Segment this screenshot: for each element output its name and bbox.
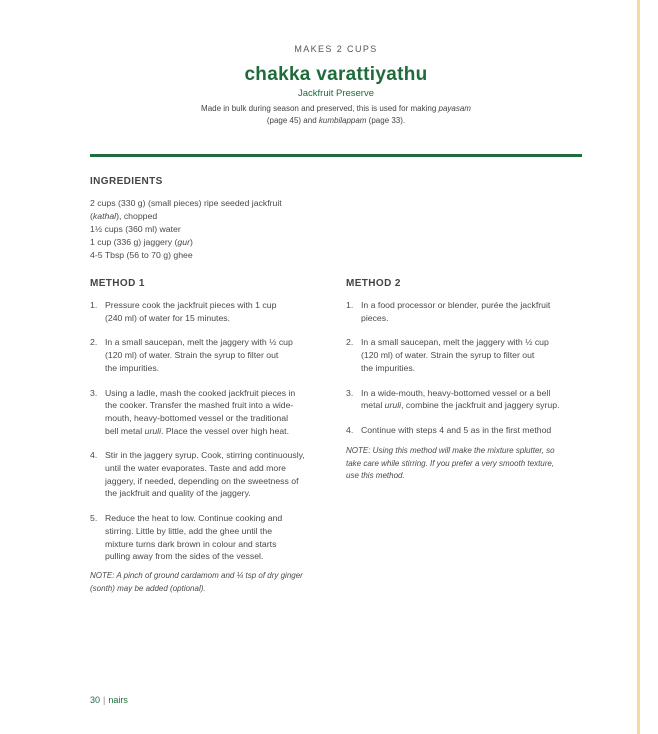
step-line: In a small saucepan, melt the jaggery with ½ cup [105,337,293,348]
step-line: Using a ladle, mash the cooked jackfruit pieces in [105,387,296,398]
ingredient-line: 1½ cups (360 ml) water [90,224,181,234]
book-title: nairs [108,695,128,705]
step-number: 3. [90,387,98,398]
step-line: bell metal uruli. Place the vessel over high heat. [105,425,290,436]
method2-steps [346,299,582,449]
ingredient-line: 4-5 Tbsp (56 to 70 g) ghee [90,250,193,260]
method-step [90,299,340,324]
step-line: the impurities. [105,362,160,373]
step-line: the cooker. Transfer the mashed fruit into a wide- [105,400,294,411]
step-line: the impurities. [361,362,416,373]
method2-note [346,445,582,483]
step-line: Stir in the jaggery syrup. Cook, stirring continuously, [105,450,305,461]
method1-steps [90,299,340,575]
method-step [90,449,340,500]
step-number: 4. [346,424,354,435]
note-line: (sonth) may be added (optional). [90,583,206,593]
step-line: stirring. Little by little, add the ghee until the [105,525,273,536]
ingredient-line: (kathal), chopped [90,211,158,221]
step-line: metal uruli, combine the jackfruit and jaggery syrup. [361,400,560,411]
method1-note [90,570,350,595]
step-line: In a food processor or blender, purée the jackfruit [361,300,551,310]
method-step [346,424,582,437]
ingredient-line: 1 cup (336 g) jaggery (gur) [90,237,193,247]
intro-line: (page 45) and kumbilappam (page 33). [266,115,406,125]
ingredients-list [90,197,330,262]
step-number: 1. [90,300,98,310]
note-line: use this method. [346,471,405,480]
method-step [90,512,340,563]
step-line: pulling away from the sides of the vessel. [105,551,264,562]
recipe-intro [90,103,582,126]
recipe-subtitle: Jackfruit Preserve [297,88,375,99]
recipe-title: chakka varattiyathu [244,64,428,85]
step-number: 4. [90,450,98,461]
page-number: 30 [90,695,101,705]
method-step [346,336,582,374]
step-line: Reduce the heat to low. Continue cooking and [105,513,283,524]
note-line: take care while stirring. If you prefer a very smooth texture, [346,458,555,468]
note-line: NOTE: Using this method will make the mixture splutter, so [346,446,555,455]
footer-separator: | [103,695,106,705]
step-line: Pressure cook the jackfruit pieces with 1 cup [105,300,277,310]
section-divider [90,154,582,157]
step-number: 3. [346,387,354,398]
method-step [90,387,340,438]
method2-heading: METHOD 2 [346,278,401,289]
method-step [346,299,582,324]
step-line: pieces. [361,312,389,323]
step-number: 1. [346,300,354,310]
step-line: (240 ml) of water for 15 minutes. [105,312,231,323]
page-footer [90,695,128,705]
step-line: In a small saucepan, melt the jaggery with ½ cup [361,337,549,348]
step-line: jaggery, if needed, depending on the sweetness of [105,475,299,486]
page-edge-bar [637,0,640,734]
step-line: In a wide-mouth, heavy-bottomed vessel or a bell [361,387,551,398]
step-line: mixture turns dark brown in colour and starts [105,538,277,549]
method1-heading: METHOD 1 [90,278,145,289]
step-number: 2. [90,337,98,348]
method-step [346,387,582,412]
step-number: 5. [90,513,98,524]
intro-line: Made in bulk during season and preserved, this is used for making payasam [201,104,471,113]
ingredients-heading: INGREDIENTS [90,176,163,187]
step-line: mouth, heavy-bottomed vessel or the traditional [105,412,289,423]
step-line: the jackfruit and quality of the jaggery. [105,488,251,499]
step-line: Continue with steps 4 and 5 as in the first method [361,424,552,435]
step-line: (120 ml) of water. Strain the syrup to filter out [105,350,279,361]
recipe-yield: MAKES 2 CUPS [294,44,378,54]
step-line: (120 ml) of water. Strain the syrup to filter out [361,350,535,361]
method-step [90,336,340,374]
step-line: until the water evaporates. Taste and add more [105,463,286,474]
note-line: NOTE: A pinch of ground cardamom and ¼ tsp of dry ginger [90,571,303,580]
step-number: 2. [346,337,354,348]
ingredient-line: 2 cups (330 g) (small pieces) ripe seeded jackfruit [90,198,282,208]
